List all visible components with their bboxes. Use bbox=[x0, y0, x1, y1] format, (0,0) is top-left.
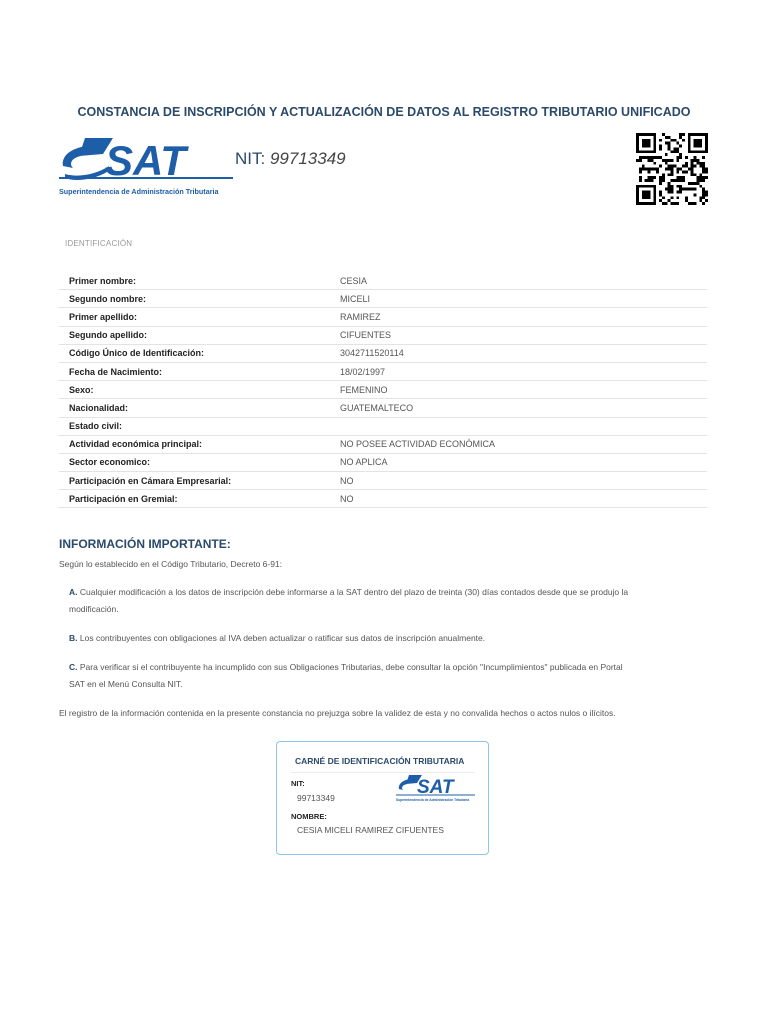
important-item-a bbox=[69, 584, 709, 618]
tax-id-card bbox=[276, 741, 489, 855]
important-item-c bbox=[69, 659, 709, 693]
important-info-title: INFORMACIÓN IMPORTANTE: bbox=[59, 537, 231, 551]
card-nit-value: 99713349 bbox=[297, 793, 335, 803]
row-label: Segundo apellido: bbox=[59, 326, 330, 344]
row-label: Segundo nombre: bbox=[59, 290, 330, 308]
document-title: CONSTANCIA DE INSCRIPCIÓN Y ACTUALIZACIÓN DE DATOS AL REGISTRO TRIBUTARIO UNIFICADO bbox=[77, 105, 691, 119]
nit-label: NIT: bbox=[235, 149, 266, 168]
sat-logo-text: SAT bbox=[105, 137, 186, 184]
identification-table bbox=[59, 272, 707, 508]
table-row bbox=[59, 399, 707, 417]
row-value: CESIA bbox=[330, 272, 707, 290]
table-row bbox=[59, 381, 707, 399]
row-value: 18/02/1997 bbox=[330, 362, 707, 380]
row-label: Primer nombre: bbox=[59, 272, 330, 290]
sat-logo-small-text: SAT bbox=[417, 777, 454, 798]
sat-logo-small-subtitle: Superintendencia de Administración Tributaria bbox=[396, 798, 470, 802]
table-row bbox=[59, 417, 707, 435]
row-value: NO bbox=[330, 472, 707, 490]
table-row bbox=[59, 435, 707, 453]
section-label-identificacion: IDENTIFICACIÓN bbox=[65, 239, 133, 248]
row-label: Participación en Gremial: bbox=[59, 490, 330, 508]
row-value: FEMENINO bbox=[330, 381, 707, 399]
row-label: Sector economico: bbox=[59, 453, 330, 471]
row-value: GUATEMALTECO bbox=[330, 399, 707, 417]
sat-logo-small bbox=[395, 773, 477, 803]
row-label: Primer apellido: bbox=[59, 308, 330, 326]
row-value: RAMIREZ bbox=[330, 308, 707, 326]
item-text-line1: Los contribuyentes con obligaciones al IVA deben actualizar o ratificar sus datos de inscripción anualmente. bbox=[79, 633, 486, 643]
important-item-b bbox=[69, 630, 709, 647]
row-label: Actividad económica principal: bbox=[59, 435, 330, 453]
table-row bbox=[59, 362, 707, 380]
row-label: Código Único de Identificación: bbox=[59, 344, 330, 362]
row-value: MICELI bbox=[330, 290, 707, 308]
table-row bbox=[59, 326, 707, 344]
card-title: CARNÉ DE IDENTIFICACIÓN TRIBUTARIA bbox=[295, 756, 465, 766]
item-text-line2: modificación. bbox=[69, 604, 119, 614]
item-text-line1: Para verificar si el contribuyente ha incumplido con sus Obligaciones Tributarias, debe consultar la opción "Incumplimientos" publicada en Portal bbox=[79, 662, 623, 672]
sat-logo bbox=[57, 134, 237, 202]
item-letter: A. bbox=[69, 587, 78, 597]
card-name-label: NOMBRE: bbox=[291, 812, 327, 821]
item-letter: B. bbox=[69, 633, 78, 643]
table-row bbox=[59, 308, 707, 326]
row-value: NO POSEE ACTIVIDAD ECONÓMICA bbox=[330, 435, 707, 453]
table-row bbox=[59, 472, 707, 490]
row-value: NO bbox=[330, 490, 707, 508]
row-value bbox=[330, 417, 707, 435]
item-text-line1: Cualquier modificación a los datos de inscripción debe informarse a la SAT dentro del plazo de treinta (30) días contados desde que se produjo la bbox=[79, 587, 629, 597]
table-row bbox=[59, 490, 707, 508]
row-label: Nacionalidad: bbox=[59, 399, 330, 417]
closing-note: El registro de la información contenida en la presente constancia no prejuzga sobre la validez de esta y no convalida hechos o actos nulos o ilícitos. bbox=[59, 708, 616, 718]
sat-logo-subtitle: Superintendencia de Administración Tributaria bbox=[59, 187, 219, 196]
table-row bbox=[59, 290, 707, 308]
table-row bbox=[59, 344, 707, 362]
row-value: CIFUENTES bbox=[330, 326, 707, 344]
row-label: Sexo: bbox=[59, 381, 330, 399]
nit-header bbox=[235, 149, 346, 169]
table-row bbox=[59, 453, 707, 471]
row-label: Fecha de Nacimiento: bbox=[59, 362, 330, 380]
item-letter: C. bbox=[69, 662, 78, 672]
card-nit-label: NIT: bbox=[291, 779, 305, 788]
card-name-value: CESIA MICELI RAMIREZ CIFUENTES bbox=[297, 825, 444, 835]
row-label: Estado civil: bbox=[59, 417, 330, 435]
important-info-intro: Según lo establecido en el Código Tributario, Decreto 6-91: bbox=[59, 559, 283, 569]
nit-value: 99713349 bbox=[269, 149, 346, 168]
row-value: NO APLICA bbox=[330, 453, 707, 471]
qr-code bbox=[636, 133, 708, 205]
row-value: 3042711520114 bbox=[330, 344, 707, 362]
table-row bbox=[59, 272, 707, 290]
row-label: Participación en Cámara Empresarial: bbox=[59, 472, 330, 490]
item-text-line2: SAT en el Menú Consulta NIT. bbox=[69, 679, 183, 689]
